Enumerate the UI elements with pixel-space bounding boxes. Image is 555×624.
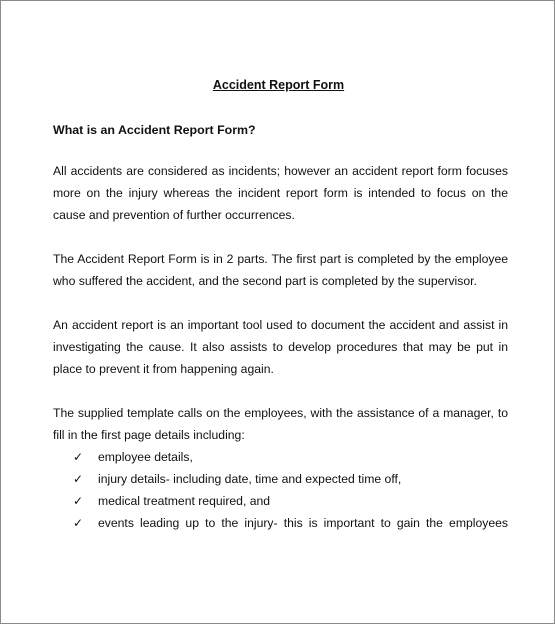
paragraph-two-parts: The Accident Report Form is in 2 parts. The first part is completed by the employee who suffered the accident, and the second part is completed by the supervisor.: [53, 252, 508, 288]
list-item-text: medical treatment required, and: [98, 494, 271, 508]
paragraph-template: The supplied template calls on the employees, with the assistance of a manager, to fill in the first page details including:: [53, 406, 508, 442]
list-item: [73, 468, 508, 490]
list-item-text: employee details,: [98, 450, 193, 464]
details-checklist: [53, 446, 508, 534]
check-mark-icon: ✓: [73, 494, 84, 508]
check-mark-icon: ✓: [73, 450, 84, 464]
paragraph-incidents: All accidents are considered as incidents; however an accident report form focuses more on the injury whereas the incident report form is intended to focus on the cause and prevention of further occurrences.: [53, 164, 508, 222]
check-mark-icon: ✓: [73, 516, 84, 530]
document-body: [53, 122, 508, 534]
list-item-text: events leading up to the injury- this is important to gain the employees: [98, 516, 508, 530]
list-item: [73, 446, 508, 468]
list-item-text: injury details- including date, time and expected time off,: [98, 472, 402, 486]
check-mark-icon: ✓: [73, 472, 84, 486]
section-heading: What is an Accident Report Form?: [53, 123, 256, 137]
paragraph-important-tool: An accident report is an important tool used to document the accident and assist in investigating the cause. It also assists to develop procedures that may be put in place to prevent it from happening again.: [53, 318, 508, 376]
list-item: [73, 512, 508, 534]
list-item: [73, 490, 508, 512]
document-title: Accident Report Form: [212, 78, 345, 92]
